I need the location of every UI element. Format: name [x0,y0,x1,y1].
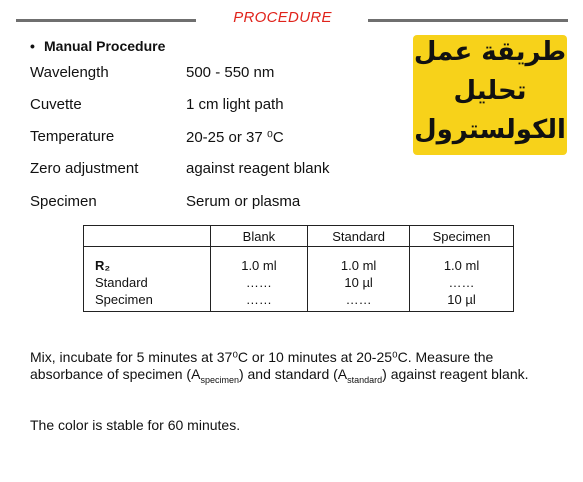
manual-procedure-heading [30,38,165,54]
specimen-column-cell [410,247,514,312]
bullet-icon: • [30,38,35,54]
row-label-r2: R₂ [95,258,111,273]
table-header-specimen: Specimen [410,226,514,247]
row-label-specimen: Specimen [95,292,153,307]
param-value-wavelength: 500 - 550 nm [186,64,275,81]
blank-column-cell [210,247,308,312]
arabic-title-overlay [413,35,567,155]
arabic-line-2: تحليل [453,76,527,106]
instructions-text-2: ) and standard (A [238,366,348,382]
arabic-line-3: الكولسترول [414,115,566,145]
header-rule-left [16,19,196,22]
instructions-text-1: Mix, incubate for 5 minutes at 37⁰C or 10 minutes at 20-25⁰C. Measure the absorbance of specimen (A [30,349,494,382]
specimen-specimen-volume: 10 µl [447,292,476,307]
instructions-subscript-specimen: specimen [200,374,239,385]
standard-r2-volume: 1.0 ml [340,258,377,273]
param-label-wavelength: Wavelength [30,64,109,81]
param-value-zero-adjustment: against reagent blank [186,160,330,177]
procedure-title: PROCEDURE [233,9,332,26]
instructions-subscript-standard: standard [347,374,383,385]
row-label-standard: Standard [95,275,148,290]
manual-procedure-label: Manual Procedure [44,38,166,54]
specimen-standard-volume: …… [448,275,475,290]
param-label-temperature: Temperature [30,128,115,145]
specimen-r2-volume: 1.0 ml [443,258,480,273]
table-header-blank: Blank [210,226,308,247]
arabic-line-1: طريقة عمل [413,37,567,67]
standard-column-cell [308,247,410,312]
reagent-table [83,225,514,312]
blank-specimen-volume: …… [245,292,272,307]
standard-standard-volume: 10 µl [344,275,373,290]
param-value-specimen: Serum or plasma [186,193,301,210]
param-value-cuvette: 1 cm light path [186,96,284,113]
table-header-row [84,226,514,247]
param-value-temperature: 20-25 or 37 ⁰C [186,129,284,146]
table-header-empty [84,226,211,247]
instructions-text-3: ) against reagent blank. [382,366,529,382]
blank-standard-volume: …… [245,275,272,290]
blank-r2-volume: 1.0 ml [241,258,277,273]
header-rule-right [368,19,568,22]
param-label-specimen: Specimen [30,193,97,210]
table-header-standard: Standard [308,226,410,247]
param-label-zero-adjustment: Zero adjustment [30,160,139,177]
row-labels-cell [84,247,211,312]
table-row [84,247,514,312]
instructions-paragraph [30,349,570,389]
standard-specimen-volume: …… [345,292,372,307]
stability-note: The color is stable for 60 minutes. [30,417,241,433]
param-label-cuvette: Cuvette [30,96,82,113]
